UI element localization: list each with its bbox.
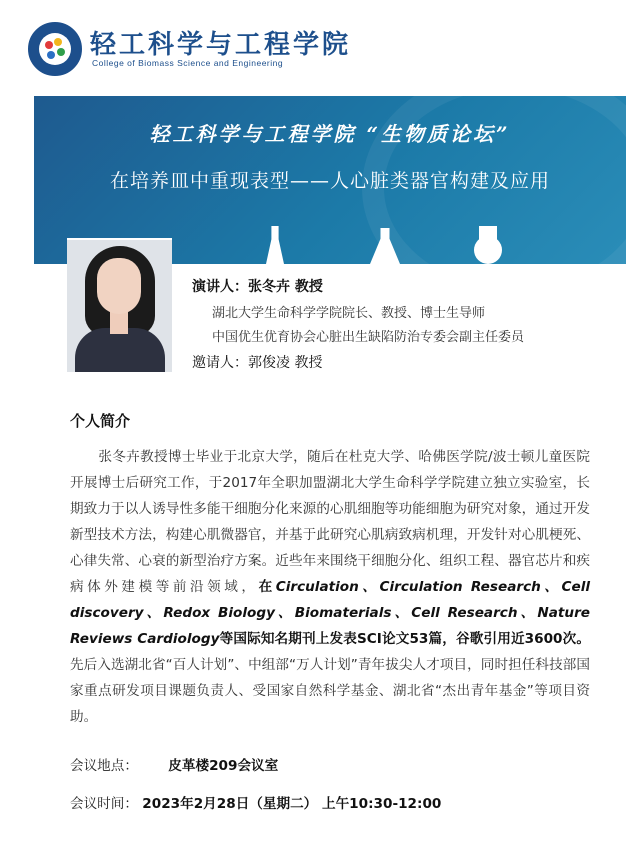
location-label: 会议地点： (70, 758, 138, 774)
bio-publications: 等国际知名期刊上发表SCI论文53篇，谷歌引用近3600次。 (219, 631, 590, 647)
time-value: 2023年2月28日（星期二） 上午10:30-12:00 (142, 796, 442, 812)
speaker-photo (67, 240, 172, 372)
bio-text (70, 444, 590, 730)
bio-prefix: 在 (258, 579, 276, 595)
college-seal-icon (28, 22, 82, 76)
bio-honors: 先后入选湖北省“百人计划”、中组部“万人计划”青年拔尖人才项目，同时担任科技部国家重点研发项目课题负责人、受国家自然科学基金、湖北省“杰出青年基金”等项目资助。 (70, 657, 590, 725)
talk-title: 在培养皿中重现表型——人心脏类器官构建及应用 (109, 170, 550, 192)
school-name-en: College of Biomass Science and Engineering (92, 58, 284, 68)
speaker-affiliation-2: 中国优生优育协会心脏出生缺陷防治专委会副主任委员 (212, 330, 525, 345)
time-label: 会议时间： (70, 796, 138, 812)
speaker-affiliation-1: 湖北大学生命科学学院院长、教授、博士生导师 (212, 306, 486, 321)
meeting-location (70, 754, 278, 774)
inviter-name: 邀请人：郭俊凌 教授 (192, 355, 323, 371)
college-header (28, 22, 358, 76)
meeting-time (70, 792, 441, 812)
forum-title: 轻工科学与工程学院 “生物质论坛” (149, 122, 511, 146)
school-name-cn: 轻工科学与工程学院 (90, 30, 352, 60)
bio-title: 个人简介 (70, 412, 131, 430)
speaker-name: 演讲人：张冬卉 教授 (192, 279, 323, 295)
location-value: 皮革楼209会议室 (168, 758, 279, 774)
bio-paragraph-1: 张冬卉教授博士毕业于北京大学，随后在杜克大学、哈佛医学院/波士顿儿童医院开展博士后研究工作，于2017年全职加盟湖北大学生命科学学院建立独立实验室，长期致力于以人诱导性多能干细胞分化来源的心肌细胞等功能细胞为研究对象，通过开发新型技术方法，构建心肌微器官，并基于此研究心肌病致病机理，开发针对心肌梗死、心律失常、心衰的新型治疗方案。近些年来围绕干细胞分化、组织工程、器官芯片和疾病体外建模等前沿领域， (70, 449, 590, 595)
bio-journals: Circulation、Circulation Research、Cell discovery、Redox Biology、Biomaterials、Cell Research、Nature Reviews Cardiology (70, 579, 591, 647)
